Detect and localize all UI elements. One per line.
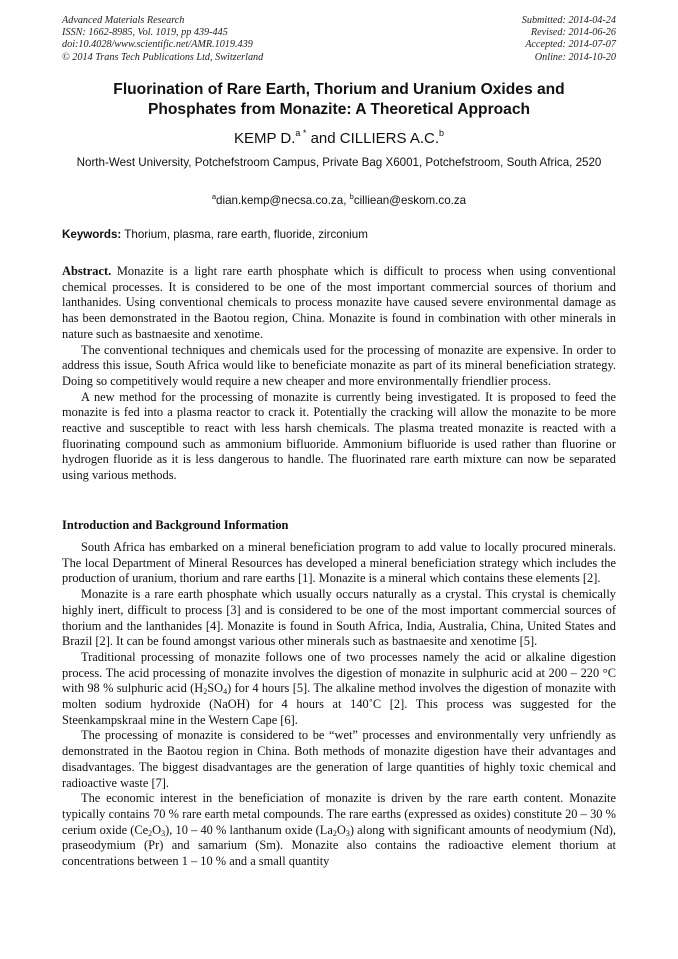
journal-header-right [522,15,616,64]
journal-copyright: © 2014 Trans Tech Publications Ltd, Switzerland [62,51,264,63]
author-kemp-affil-mark: a * [295,128,307,138]
journal-issn: ISSN: 1662-8985, Vol. 1019, pp 439-445 [62,27,228,39]
author-cilliers: CILLIERS A.C. [339,130,439,147]
journal-doi: doi:10.4028/www.scientific.net/AMR.1019.439 [62,39,253,51]
intro-paragraph-1: South Africa has embarked on a mineral beneficiation program to add value to locally procured minerals. The local Department of Mineral Resources has developed a mineral beneficiation strategy which includes the production of uranium, thorium and rare earths [1]. Monazite is a mineral which contains these elements [2]. [62,540,616,586]
abstract-p1-text: Monazite is a light rare earth phosphate which is difficult to process when using conventional chemical processes. It is considered to be one of the most important commercial sources of thorium and lanthanides. Using conventional chemicals to process monazite have caused severe environmental damage as has been demonstrated in the Baotou region, China. Monazite is found in combination with other minerals in nature such as bastnaesite and xenotime. [62,264,620,341]
p5-text-c: ), 10 – 40 % lanthanum oxide (La [165,822,333,837]
intro-paragraph-4: The processing of monazite is considered to be “wet” processes and environmentally very unfriendly as demonstrated in the Baotou region in China. Both methods of monazite digestion have their advantages and disadvantages. The biggest disadvantages are the generation of large quantities of highly toxic chemical and radioactive waste [7]. [62,728,616,790]
intro-paragraph-5 [62,791,616,870]
keywords-label: Keywords: [62,228,122,241]
affiliation: North-West University, Potchefstroom Campus, Private Bag X6001, Potchefstroom, South Africa, 2520 [76,156,602,169]
date-revised: Revised: 2014-06-26 [530,27,616,39]
p3-text-c: ) for 4 hours [5]. The alkaline method involves the digestion of monazite with molten sodium hydroxide (NaOH) for 4 hours at 140˚C [2]. This process was suggested for the Steenkampskraal mine in the Western Cape [6]. [62,681,616,727]
p5-sub-3: 2 [332,828,337,838]
intro-section [62,540,616,870]
abstract-paragraph-1 [62,264,620,343]
journal-name: Advanced Materials Research [62,15,185,26]
author-joiner: and [306,130,340,147]
date-submitted: Submitted: 2014-04-24 [521,15,616,26]
abstract-label: Abstract. [62,264,112,278]
p5-text-b: O [152,822,162,837]
title-line-1: Fluorination of Rare Earth, Thorium and Uranium Oxides and [113,81,565,98]
author-cilliers-affil-mark: b [439,128,445,138]
email-a[interactable]: dian.kemp@necsa.co.za [216,194,344,207]
p3-text-a: Traditional processing of monazite follows one of two processes namely the acid or alkaline digestion process. The acid processing of monazite involves the digestion of monazite in sulphuric acid at 200 – 220 °C with 98 % sulphuric acid (H [62,649,616,696]
title-line-2: Phosphates from Monazite: A Theoretical Approach [147,101,531,118]
p3-text-b: SO [207,681,224,696]
author-kemp: KEMP D. [233,130,296,147]
date-online: Online: 2014-10-20 [534,51,616,63]
p5-sub-2: 3 [161,828,166,838]
intro-heading: Introduction and Background Information [62,518,289,532]
author-list [62,130,616,148]
abstract-paragraph-3: A new method for the processing of monazite is currently being investigated. It is proposed to feed the monazite is fed into a plasma reactor to crack it. Potentially the cracking will allow the monazite to be more reactive and susceptible to react with less harsh chemicals. The plasma treated monazite is reacted with a fluorinating compound such as ammonium bifluoride. Ammonium bifluoride is used rather than fluorine or hydrogen fluoride as it is less dangerous to handle. The fluorinated rare earth mixture can now be separated using various methods. [62,389,616,483]
date-accepted: Accepted: 2014-07-07 [525,39,616,51]
author-emails [62,193,616,208]
p5-text-e: ) along with significant amounts of neodymium (Nd), praseodymium (Pr) and samarium (Sm). Monazite also contains the radioactive element thorium at concentrations between 1 – 10 % and a small quantity [62,822,617,869]
email-separator: , [343,194,350,207]
abstract-section [62,264,620,484]
journal-header-left [62,15,263,64]
p5-sub-1: 2 [148,828,153,838]
email-b[interactable]: cilliean@eskom.co.za [353,194,467,207]
keywords-text: Thorium, plasma, rare earth, fluoride, zirconium [121,228,368,241]
email-a-mark: a [211,192,217,201]
email-b-mark: b [349,192,354,201]
intro-paragraph-3 [62,650,616,729]
abstract-paragraph-2: The conventional techniques and chemicals used for the processing of monazite are expensive. In order to address this issue, South Africa would like to beneficiate monazite as part of its mineral beneficiation strategy. Doing so competitively would require a new cheaper and more environmentally friendlier process. [62,342,616,388]
intro-paragraph-2: Monazite is a rare earth phosphate which usually occurs naturally as a crystal. This crystal is chemically highly inert, difficult to process [3] and is considered to be one of the most important commercial sources of thorium and the lanthanides [4]. Monazite is found in South Africa, India, Australia, China, United States and Brazil [2]. It can be found amongst various other minerals such as bastnaesite and xenotime [5]. [62,587,616,649]
p3-sub-1: 2 [203,687,208,697]
paper-title [62,80,616,120]
p5-sub-4: 3 [345,828,350,838]
keywords [62,227,616,242]
p5-text-a: The economic interest in the beneficiation of monazite is driven by the rare earth content. Monazite typically contains 70 % rare earth metal compounds. The rare earths (expressed as oxides) constitute 20 – 30 % cerium oxide (Ce [62,791,616,837]
p5-text-d: O [336,822,346,837]
p3-sub-2: 4 [223,687,228,697]
